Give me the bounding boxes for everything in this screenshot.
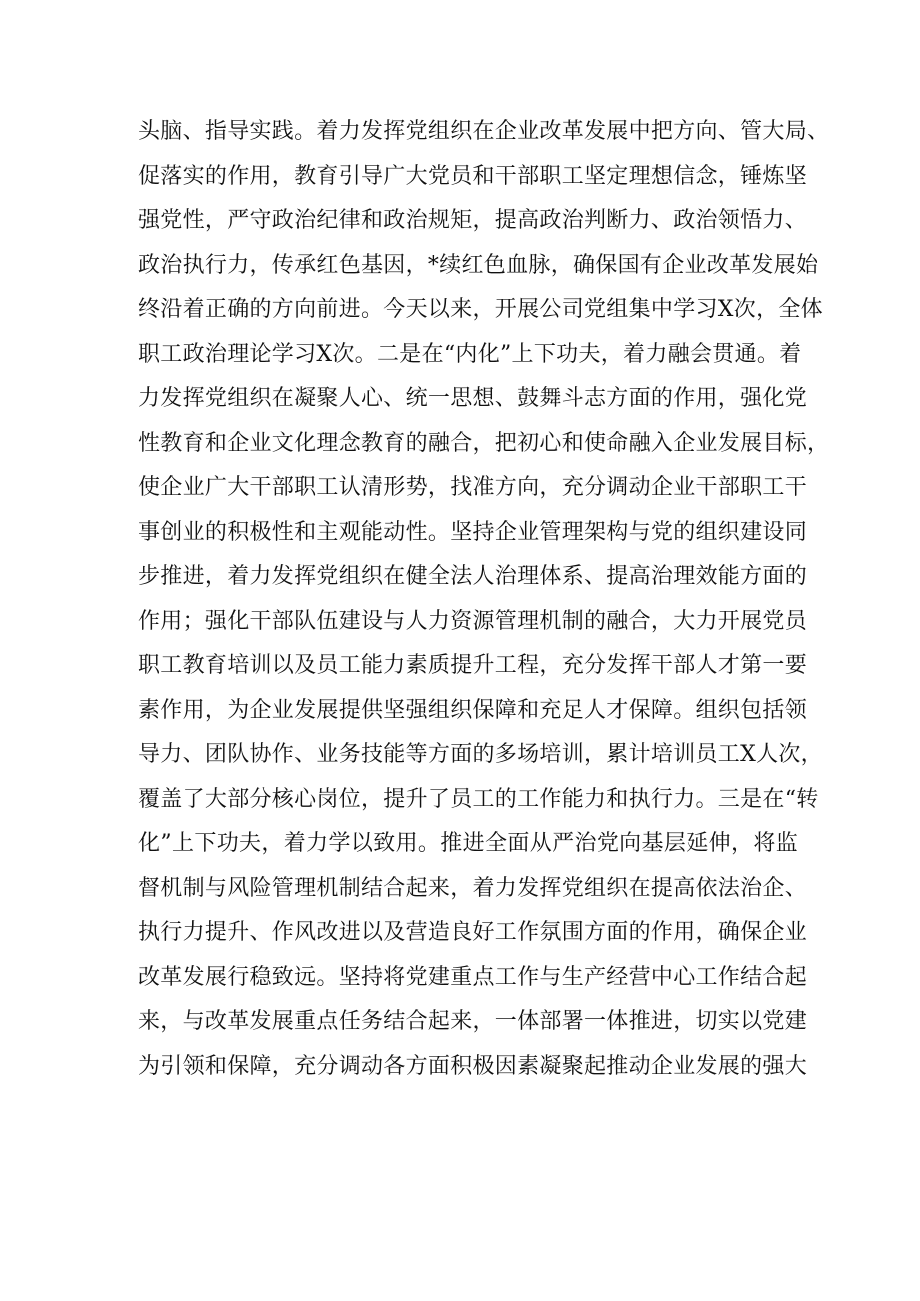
text-line-14: 素作用，为企业发展提供坚强组织保障和充足人才保障。组织包括领: [138, 697, 808, 723]
text-line-8: 性教育和企业文化理念教育的融合，把初心和使命融入企业发展目标，: [138, 430, 830, 456]
text-line-1: 头脑、指导实践。着力发挥党组织在企业改革发展中把方向、管大局、: [138, 119, 830, 144]
text-line-5: 终沿着正确的方向前进。今天以来，开展公司党组集中学习X次，全体: [138, 297, 823, 322]
text-line-10: 事创业的积极性和主观能动性。坚持企业管理架构与党的组织建设同: [138, 519, 808, 545]
text-line-4: 政治执行力，传承红色基因，*续红色血脉，确保国有企业改革发展始: [138, 252, 819, 278]
text-line-9: 使企业广大干部职工认清形势，找准方向，充分调动企业干部职工干: [138, 475, 808, 500]
text-line-7: 力发挥党组织在凝聚人心、统一思想、鼓舞斗志方面的作用，强化党: [138, 386, 808, 411]
text-line-21: 来，与改革发展重点任务结合起来，一体部署一体推进，切实以党建: [138, 1009, 808, 1034]
text-line-18: 督机制与风险管理机制结合起来，着力发挥党组织在提高依法治企、: [138, 875, 808, 901]
text-line-13: 职工教育培训以及员工能力素质提升工程，充分发挥干部人才第一要: [138, 653, 808, 678]
text-line-16: 覆盖了大部分核心岗位，提升了员工的工作能力和执行力。三是在“转: [138, 786, 819, 812]
text-line-12: 作用；强化干部队伍建设与人力资源管理机制的融合，大力开展党员: [138, 608, 808, 634]
text-line-15: 导力、团队协作、业务技能等方面的多场培训，累计培训员工X人次，: [138, 742, 823, 767]
text-line-2: 促落实的作用，教育引导广大党员和干部职工坚定理想信念，锤炼坚: [138, 163, 808, 189]
text-line-6: 职工政治理论学习X次。二是在“内化”上下功夫，着力融会贯通。着: [138, 341, 802, 367]
text-line-20: 改革发展行稳致远。坚持将党建重点工作与生产经营中心工作结合起: [138, 964, 808, 990]
text-line-3: 强党性，严守政治纪律和政治规矩，提高政治判断力、政治领悟力、: [138, 208, 808, 233]
text-line-19: 执行力提升、作风改进以及营造良好工作氛围方面的作用，确保企业: [138, 920, 808, 945]
body-paragraph: [138, 110, 830, 1089]
text-line-22: 为引领和保障，充分调动各方面积极因素凝聚起推动企业发展的强大: [138, 1053, 808, 1079]
text-line-17: 化”上下功夫，着力学以致用。推进全面从严治党向基层延伸，将监: [138, 831, 798, 856]
text-line-11: 步推进，着力发挥党组织在健全法人治理体系、提高治理效能方面的: [138, 564, 808, 589]
